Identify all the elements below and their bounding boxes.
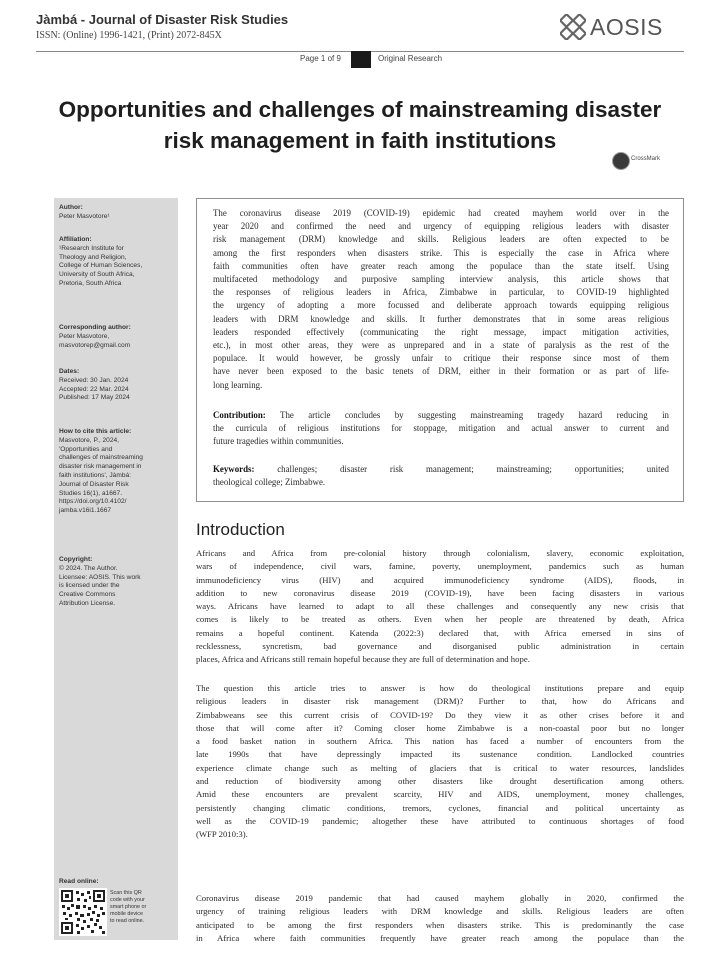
cite-doi-link[interactable]: jamba.v16i1.1667 <box>59 507 112 515</box>
copyright-line: Creative Commons <box>59 591 116 599</box>
cite-block <box>59 428 175 516</box>
abstract-line: long learning. <box>213 379 263 390</box>
cite-doi-link[interactable]: https://doi.org/10.4102/ <box>59 498 127 506</box>
qr-code-icon <box>61 890 105 934</box>
body-paragraph-3 <box>196 892 684 945</box>
contribution-label: Contribution: <box>213 410 266 420</box>
body-line: wars of independence, civil wars, famine, poverty, unemployment, pandemics such as human <box>196 561 684 572</box>
abstract-keywords <box>213 463 669 489</box>
abstract-line: the urgency of adopting a more focussed and deliberate approach towards equipping religious <box>213 300 669 311</box>
crossmark-badge[interactable] <box>612 152 670 170</box>
abstract-line: The coronavirus disease 2019 (COVID-19) epidemic had created mayhem world over in the <box>213 208 669 218</box>
date-received: Received: 30 Jan. 2024 <box>59 376 129 384</box>
abstract-line: risk management (DRM) knowledge and skills. Religious leaders are often expected to be <box>213 234 669 245</box>
dates-heading: Dates: <box>59 368 80 375</box>
logo-text: AOSIS <box>590 14 663 40</box>
affiliation-block <box>59 236 175 289</box>
read-online-line: to read online. <box>110 918 145 924</box>
body-line: persistently changing climatic conditions, tremors, cyclones, financial and political uncertainty as <box>196 802 684 813</box>
header-marker <box>351 51 371 68</box>
abstract-line: have never been exposed to the basic tenets of DRM, either in their formation or as part of life- <box>213 366 669 377</box>
copyright-line: Licensee: AOSIS. This work <box>59 573 141 581</box>
body-paragraph-1 <box>196 547 684 667</box>
affiliation-line: ¹Research Institute for <box>59 244 124 252</box>
article-info-sidebar <box>54 198 178 940</box>
body-line: in Africa where faith communities frequently have greater reach among the populace than the <box>196 932 684 943</box>
article-title-line: risk management in faith institutions <box>163 128 557 153</box>
corresponding-block <box>59 324 175 350</box>
abstract-line: the responses of religious leaders in Africa, Zimbabwe in particular, to COVID-19 highlighted <box>213 287 669 298</box>
abstract-line: multifaceted methodology and purposive sampling interview analysis, this article shows that <box>213 274 669 285</box>
page-number: Page 1 of 9 <box>300 54 341 63</box>
body-line: comes is likely to be treated as others. Even when her people are threatened by death, Africa <box>196 614 684 625</box>
read-online-line: code with your <box>110 897 145 903</box>
affiliation-heading: Affiliation: <box>59 236 92 243</box>
body-line: experience climate change such as melting of glaciers that is critical to water resources, landslides <box>196 762 684 773</box>
affiliation-line: University of South Africa, <box>59 271 135 279</box>
body-line: ways. Africans have learned to adapt to all these challenges and consequently any new crisis that <box>196 601 684 612</box>
body-paragraph-2 <box>196 682 684 842</box>
abstract-line: leaders responded effectively (communicating the right message, impact mitigation activities, <box>213 326 669 337</box>
affiliation-line: College of Human Sciences, <box>59 262 143 270</box>
abstract-line: among the first responders when disasters strike. This is especially the case in Africa where <box>213 247 669 258</box>
cite-line: 'Opportunities and <box>59 445 113 453</box>
body-line: (WFP 2010:3). <box>196 829 248 840</box>
article-type: Original Research <box>378 54 443 63</box>
dates-block <box>59 368 175 403</box>
corresponding-name: Peter Masvotore, <box>59 332 110 340</box>
date-accepted: Accepted: 22 Mar. 2024 <box>59 385 129 393</box>
body-line: remains a hopeful continent. Katenda (2022:3) declared that, with Africa emersed in sins of <box>196 627 684 638</box>
body-line: The question this article tries to answer is how do theological institutions prepare and equip <box>196 683 684 693</box>
body-line: Amid these encounters are prevalent scarcity, HIV and AIDS, unemployment, money challenges, <box>196 789 684 800</box>
abstract-contribution <box>213 409 669 449</box>
body-line: immunodeficiency virus (HIV) and acquired immunodeficiency syndrome (AIDS), floods, in <box>196 574 684 585</box>
cite-line: Masvotore, P., 2024, <box>59 436 119 444</box>
copyright-block <box>59 556 175 609</box>
keywords-label: Keywords: <box>213 464 255 474</box>
read-online-line: Scan this QR <box>110 890 142 896</box>
article-title <box>36 94 684 156</box>
body-line: Coronavirus disease 2019 pandemic that had caused mayhem globally in 2020, confirmed the <box>196 893 684 903</box>
contribution-line: future tragedies within communities. <box>213 436 344 447</box>
body-line: recklessness, syncretism, bad governance and disorganised public administration in certain <box>196 641 684 652</box>
keywords-line: theological college; Zimbabwe. <box>213 477 326 488</box>
cite-line: faith institutions', Jàmbá: <box>59 471 131 479</box>
body-line: a food basket nation in southern Africa. This nation has faced a number of encounters from the <box>196 736 684 747</box>
body-line: well as the COVID-19 pandemic; altogether these have attributed to continuous shortages of food <box>196 815 684 826</box>
read-online-line: mobile device <box>110 911 143 917</box>
abstract-line: etc.), in most other areas, they were as unprepared and in a state of paralysis as the rest of the <box>213 340 669 351</box>
copyright-line: Attribution License. <box>59 599 116 607</box>
article-title-line: Opportunities and challenges of mainstreaming disaster <box>58 97 662 122</box>
journal-title: Jàmbá - Journal of Disaster Risk Studies <box>36 12 289 27</box>
affiliation-line: Theology and Religion, <box>59 253 127 261</box>
corresponding-heading: Corresponding author: <box>59 324 131 331</box>
abstract-line: leaders with DRM knowledge and skills. It further demonstrates that in some areas religious <box>213 313 669 324</box>
publisher-logo <box>560 12 685 42</box>
corresponding-email[interactable]: masvotorep@gmail.com <box>59 341 131 349</box>
body-line: religious leaders in disaster risk management (DRM)? Further to that, how do Africans and <box>196 696 684 707</box>
issn: ISSN: (Online) 1996-1421, (Print) 2072-845X <box>36 30 222 41</box>
qr-code[interactable] <box>59 888 107 936</box>
contribution-line: the curricula of religious institutions for stoppage, mitigation and actual answer to current and <box>213 423 669 434</box>
body-line: addition to new coronavirus disease 2019 (COVID-19), have been facing disasters in various <box>196 587 684 598</box>
keywords-text: challenges; disaster risk management; mainstreaming; opportunities; united <box>254 464 669 474</box>
body-line: late 1990s that have depressingly impacted its sustenance condition. Landlocked countries <box>196 749 684 760</box>
body-line: and reduction of biodiversity among other disasters like drought desertification among others. <box>196 776 684 787</box>
body-line: places, Africa and Africans still remain hopeful because they are full of determination and hope. <box>196 654 530 665</box>
abstract-line: year 2020 and confirmed the need and urgency of equipping religious leaders with disaster <box>213 221 669 232</box>
body-line: Africans and Africa from pre-colonial history through colonialism, slavery, economic exploitation, <box>196 548 684 558</box>
body-line: those that will come after it? Coming closer home Zimbabwe is a non-coastal poor but no longer <box>196 722 684 733</box>
author-name[interactable]: Peter Masvotore¹ <box>59 212 110 220</box>
author-block <box>59 204 175 222</box>
crossmark-icon <box>612 152 630 170</box>
abstract-box <box>196 198 684 502</box>
cite-line: Journal of Disaster Risk <box>59 480 129 488</box>
read-online-instructions <box>110 890 170 925</box>
author-heading: Author: <box>59 204 83 211</box>
section-heading-introduction: Introduction <box>196 520 285 539</box>
copyright-heading: Copyright: <box>59 556 93 563</box>
cite-heading: How to cite this article: <box>59 428 132 435</box>
cite-line: challenges of mainstreaming <box>59 454 143 462</box>
copyright-line: © 2024. The Author. <box>59 564 118 572</box>
contribution-text: The article concludes by suggesting mainstreaming tragedy hazard reducing in <box>265 410 669 420</box>
abstract-text <box>213 207 669 392</box>
abstract-line: populace. It would however, be grossly unfair to critique their response since most of them <box>213 353 669 364</box>
keywords-line <box>213 463 669 476</box>
date-published: Published: 17 May 2024 <box>59 394 130 402</box>
copyright-line: is licensed under the <box>59 582 120 590</box>
read-online-line: smart phone or <box>110 904 147 910</box>
crossmark-label: CrossMark <box>631 156 661 162</box>
abstract-line: faith communities often have greater reach among the populace than the state itself. Using <box>213 260 669 271</box>
body-line: Zimbabweans see this current crisis of COVID-19? Do they view it as other crises before it and <box>196 709 684 720</box>
cite-line: disaster risk management in <box>59 463 142 471</box>
aosis-logo-icon <box>560 14 586 40</box>
contribution-line <box>213 409 669 422</box>
body-line: anticipated to be among the first responders when disasters strike. This is predominantly the case <box>196 919 684 930</box>
cite-line: Studies 16(1), a1667. <box>59 489 123 497</box>
body-line: urgency of training religious leaders with DRM knowledge and skills. Religious leaders are often <box>196 906 684 917</box>
read-online-heading: Read online: <box>59 878 99 885</box>
affiliation-line: Pretoria, South Africa <box>59 279 122 287</box>
